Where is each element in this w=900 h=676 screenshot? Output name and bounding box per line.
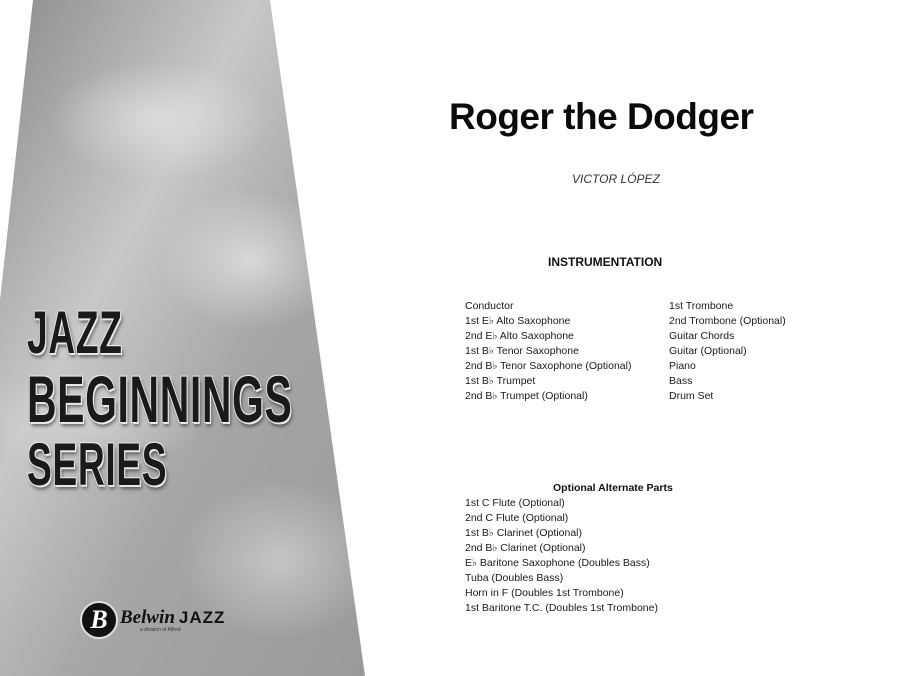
list-item: Horn in F (Doubles 1st Trombone) <box>465 587 624 599</box>
series-line-2: BEGINNINGS <box>27 362 293 436</box>
list-item: Bass <box>669 375 693 387</box>
list-item: 2nd Trombone (Optional) <box>669 315 786 327</box>
belwin-logo-icon: B <box>80 601 118 639</box>
list-item: 2nd E♭ Alto Saxophone <box>465 330 574 342</box>
list-item: 2nd B♭ Trumpet (Optional) <box>465 390 588 402</box>
list-item: Guitar (Optional) <box>669 345 747 357</box>
list-item: 1st B♭ Clarinet (Optional) <box>465 527 582 539</box>
list-item: Drum Set <box>669 390 714 402</box>
instrumentation-list-left <box>465 299 631 404</box>
belwin-logo <box>80 600 225 640</box>
list-item: 1st Trombone <box>669 300 734 312</box>
list-item: 1st E♭ Alto Saxophone <box>465 315 571 327</box>
optional-parts-heading: Optional Alternate Parts <box>553 482 673 494</box>
list-item: E♭ Baritone Saxophone (Doubles Bass) <box>465 557 650 569</box>
list-item: 1st B♭ Tenor Saxophone <box>465 345 579 357</box>
series-line-1: JAZZ <box>27 299 123 366</box>
instrumentation-heading: INSTRUMENTATION <box>548 255 663 269</box>
series-line-3: SERIES <box>27 431 168 498</box>
logo-text <box>120 607 225 633</box>
logo-brand: Belwin <box>120 607 175 628</box>
instrumentation-list-right <box>669 299 786 404</box>
list-item: Conductor <box>465 300 514 312</box>
list-item: 1st C Flute (Optional) <box>465 497 565 509</box>
list-item: Piano <box>669 360 696 372</box>
page-title: Roger the Dodger <box>449 96 754 137</box>
composer-name: VICTOR LÓPEZ <box>572 172 660 186</box>
list-item: 2nd B♭ Clarinet (Optional) <box>465 542 586 554</box>
list-item: Tuba (Doubles Bass) <box>465 572 564 584</box>
list-item: 2nd B♭ Tenor Saxophone (Optional) <box>465 360 632 372</box>
list-item: 1st B♭ Trumpet <box>465 375 536 387</box>
list-item: Guitar Chords <box>669 330 735 342</box>
optional-parts-list <box>465 496 658 616</box>
logo-jazz: JAZZ <box>178 608 226 627</box>
logo-subtitle: a division of Alfred <box>140 627 181 633</box>
list-item: 1st Baritone T.C. (Doubles 1st Trombone) <box>465 602 658 614</box>
list-item: 2nd C Flute (Optional) <box>465 512 569 524</box>
series-title <box>27 300 292 498</box>
